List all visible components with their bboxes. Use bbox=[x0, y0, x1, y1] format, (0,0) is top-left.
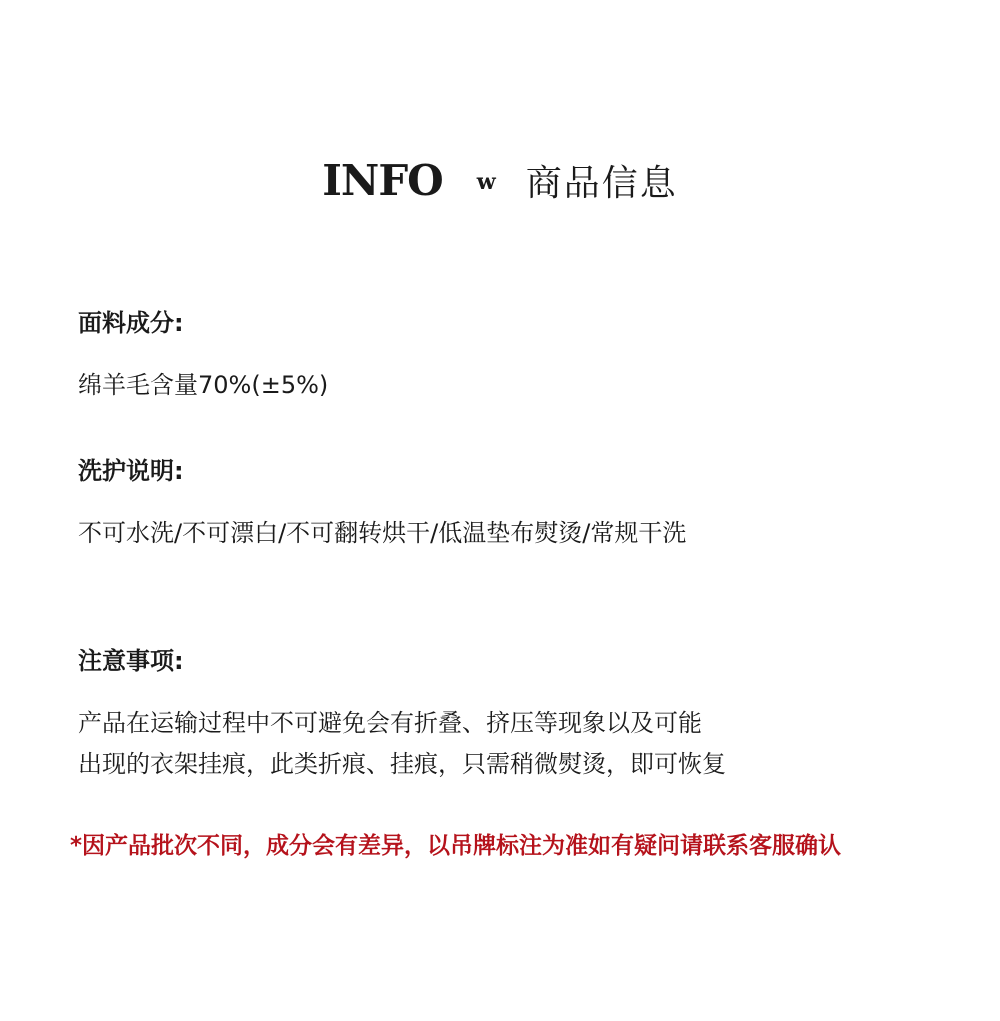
header-info-title: INFO bbox=[322, 155, 443, 205]
disclaimer-text: *因产品批次不同，成分会有差异，以吊牌标注为准如有疑问请联系客服确认 bbox=[70, 833, 842, 859]
care-section-title: 洗护说明: bbox=[78, 457, 184, 485]
notes-body bbox=[78, 711, 726, 776]
notes-section-title: 注意事项: bbox=[78, 647, 184, 675]
page-header bbox=[0, 150, 1000, 210]
header-logo-mark: w bbox=[476, 169, 496, 195]
notes-line: 出现的衣架挂痕，此类折痕、挂痕，只需稍微熨烫，即可恢复 bbox=[78, 750, 726, 778]
header-product-info-title: 商品信息 bbox=[525, 162, 678, 204]
care-instructions-text: 不可水洗/不可漂白/不可翻转烘干/低温垫布熨烫/常规干洗 bbox=[78, 519, 687, 547]
fabric-composition-text: 绵羊毛含量70%(±5%) bbox=[78, 371, 329, 399]
fabric-section-title: 面料成分: bbox=[78, 309, 184, 337]
notes-line: 产品在运输过程中不可避免会有折叠、挤压等现象以及可能 bbox=[78, 709, 702, 737]
